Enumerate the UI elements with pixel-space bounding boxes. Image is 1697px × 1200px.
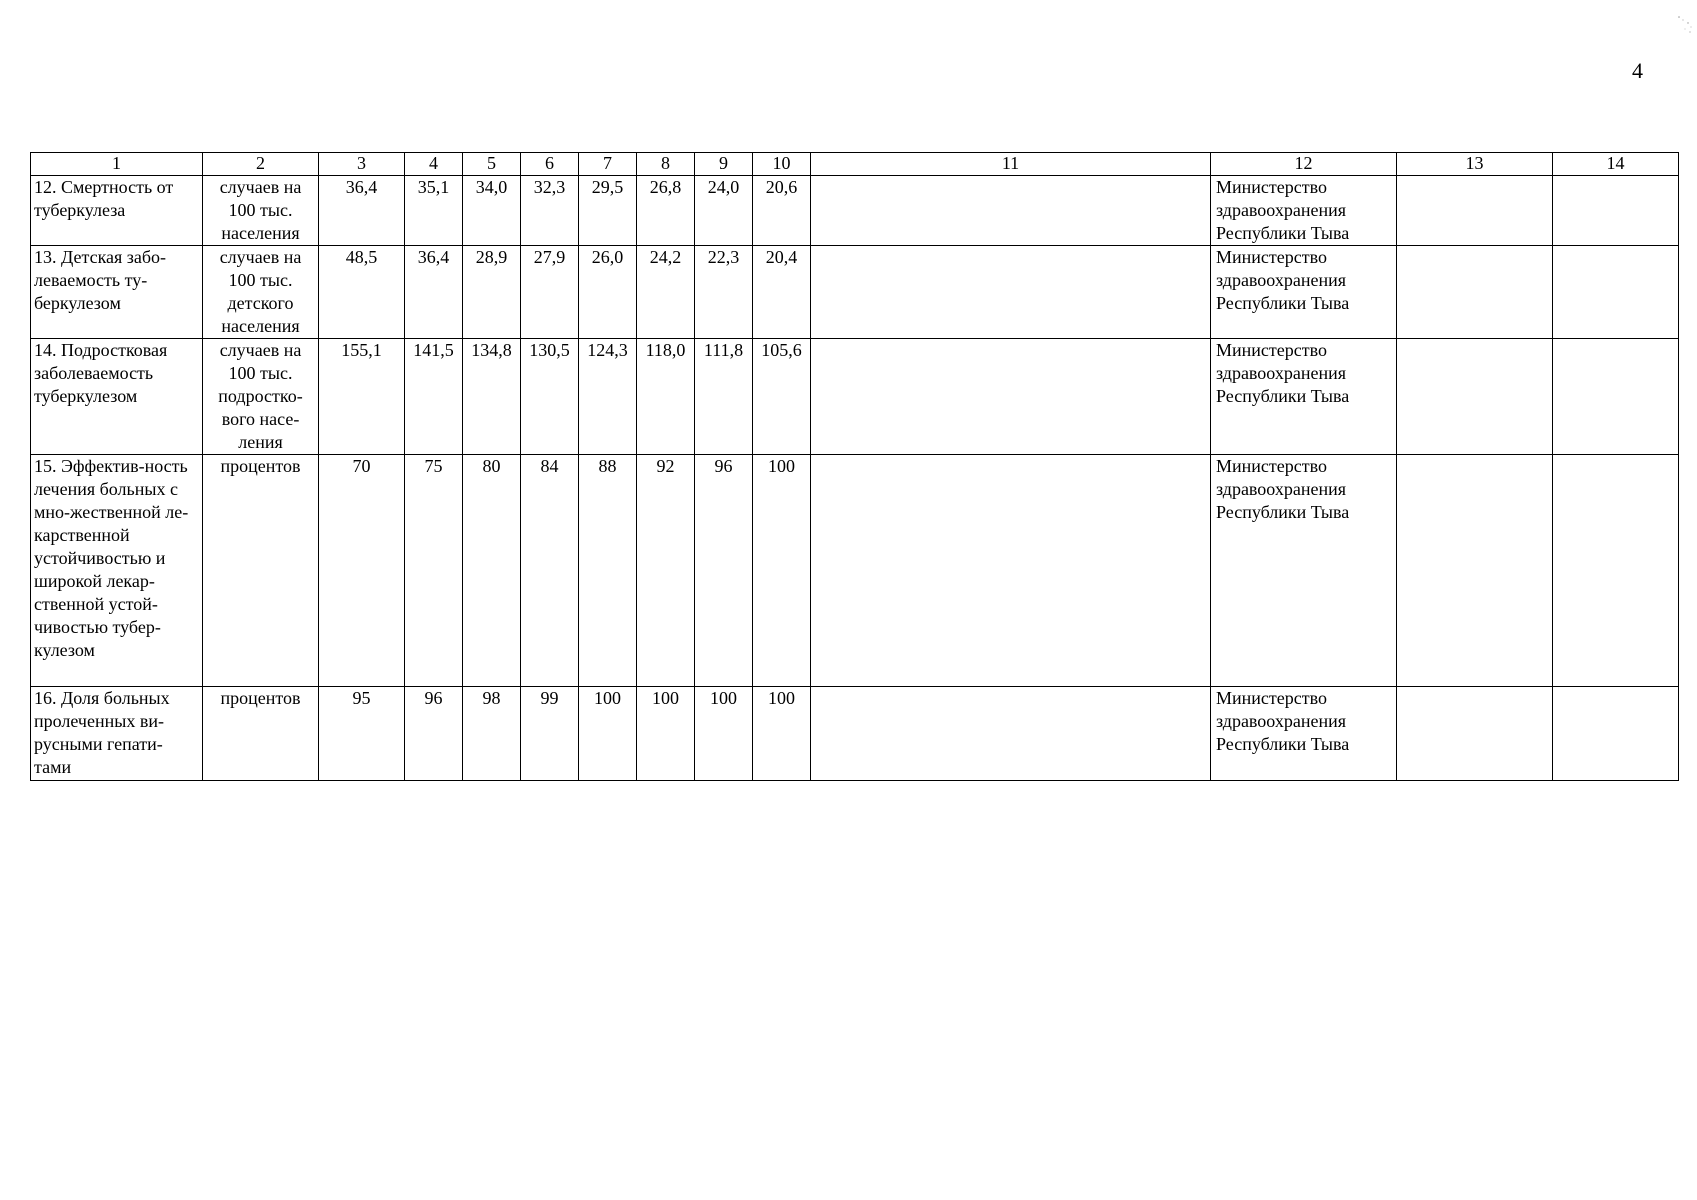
value-cell: 124,3 [579, 339, 637, 455]
indicator-name: 14. Подростковая заболеваемость туберкулезом [31, 339, 203, 455]
value-cell: 118,0 [637, 339, 695, 455]
col11-cell [811, 687, 1211, 781]
responsible-org: Министерство здравоохранения Республики Тыва [1211, 455, 1397, 687]
value-cell: 27,9 [521, 246, 579, 339]
value-cell: 134,8 [463, 339, 521, 455]
indicators-table [30, 152, 1679, 781]
indicator-name: 15. Эффектив-ность лечения больных с мно-жественной ле-карственной устойчивостью и широкой лекар-ственной устой-чивостью тубер-кулезом [31, 455, 203, 687]
header-col-14: 14 [1553, 153, 1679, 176]
col14-cell [1553, 176, 1679, 246]
value-cell: 80 [463, 455, 521, 687]
col11-cell [811, 339, 1211, 455]
value-cell: 92 [637, 455, 695, 687]
col13-cell [1397, 176, 1553, 246]
col13-cell [1397, 455, 1553, 687]
value-cell: 28,9 [463, 246, 521, 339]
table-header-row [31, 153, 1679, 176]
value-cell: 100 [637, 687, 695, 781]
col11-cell [811, 246, 1211, 339]
value-cell: 48,5 [319, 246, 405, 339]
value-cell: 100 [579, 687, 637, 781]
value-cell: 141,5 [405, 339, 463, 455]
header-col-8: 8 [637, 153, 695, 176]
value-cell: 88 [579, 455, 637, 687]
indicator-name: 13. Детская забо-леваемость ту-беркулезом [31, 246, 203, 339]
header-col-2: 2 [203, 153, 319, 176]
indicator-name: 12. Смертность от туберкулеза [31, 176, 203, 246]
responsible-org: Министерство здравоохранения Республики Тыва [1211, 687, 1397, 781]
col14-cell [1553, 246, 1679, 339]
header-col-13: 13 [1397, 153, 1553, 176]
value-cell: 20,4 [753, 246, 811, 339]
value-cell: 26,8 [637, 176, 695, 246]
indicator-unit: случаев на 100 тыс. подростко-вого насе-ления [203, 339, 319, 455]
col11-cell [811, 176, 1211, 246]
value-cell: 24,2 [637, 246, 695, 339]
value-cell: 32,3 [521, 176, 579, 246]
col13-cell [1397, 687, 1553, 781]
value-cell: 100 [753, 687, 811, 781]
value-cell: 111,8 [695, 339, 753, 455]
value-cell: 20,6 [753, 176, 811, 246]
scan-speck-icon [1676, 14, 1694, 34]
value-cell: 75 [405, 455, 463, 687]
value-cell: 70 [319, 455, 405, 687]
value-cell: 99 [521, 687, 579, 781]
responsible-org: Министерство здравоохранения Республики Тыва [1211, 246, 1397, 339]
col13-cell [1397, 246, 1553, 339]
page-number: 4 [1632, 58, 1643, 83]
header-col-4: 4 [405, 153, 463, 176]
responsible-org: Министерство здравоохранения Республики Тыва [1211, 339, 1397, 455]
header-col-3: 3 [319, 153, 405, 176]
header-col-6: 6 [521, 153, 579, 176]
header-col-11: 11 [811, 153, 1211, 176]
table-row [31, 176, 1679, 246]
indicator-unit: случаев на 100 тыс. детского населения [203, 246, 319, 339]
value-cell: 36,4 [319, 176, 405, 246]
value-cell: 34,0 [463, 176, 521, 246]
table-row [31, 339, 1679, 455]
value-cell: 105,6 [753, 339, 811, 455]
value-cell: 35,1 [405, 176, 463, 246]
indicator-unit: случаев на 100 тыс. населения [203, 176, 319, 246]
header-col-9: 9 [695, 153, 753, 176]
table-row [31, 687, 1679, 781]
col14-cell [1553, 339, 1679, 455]
value-cell: 36,4 [405, 246, 463, 339]
value-cell: 96 [695, 455, 753, 687]
value-cell: 100 [695, 687, 753, 781]
header-col-1: 1 [31, 153, 203, 176]
value-cell: 95 [319, 687, 405, 781]
col11-cell [811, 455, 1211, 687]
responsible-org: Министерство здравоохранения Республики Тыва [1211, 176, 1397, 246]
col13-cell [1397, 339, 1553, 455]
value-cell: 22,3 [695, 246, 753, 339]
value-cell: 130,5 [521, 339, 579, 455]
value-cell: 29,5 [579, 176, 637, 246]
header-col-10: 10 [753, 153, 811, 176]
value-cell: 155,1 [319, 339, 405, 455]
col14-cell [1553, 687, 1679, 781]
value-cell: 100 [753, 455, 811, 687]
header-col-5: 5 [463, 153, 521, 176]
value-cell: 96 [405, 687, 463, 781]
indicator-name: 16. Доля больных пролеченных ви-русными гепати-тами [31, 687, 203, 781]
value-cell: 98 [463, 687, 521, 781]
value-cell: 24,0 [695, 176, 753, 246]
table-row [31, 246, 1679, 339]
header-col-7: 7 [579, 153, 637, 176]
value-cell: 26,0 [579, 246, 637, 339]
header-col-12: 12 [1211, 153, 1397, 176]
value-cell: 84 [521, 455, 579, 687]
indicator-unit: процентов [203, 687, 319, 781]
table-row [31, 455, 1679, 687]
indicator-unit: процентов [203, 455, 319, 687]
col14-cell [1553, 455, 1679, 687]
